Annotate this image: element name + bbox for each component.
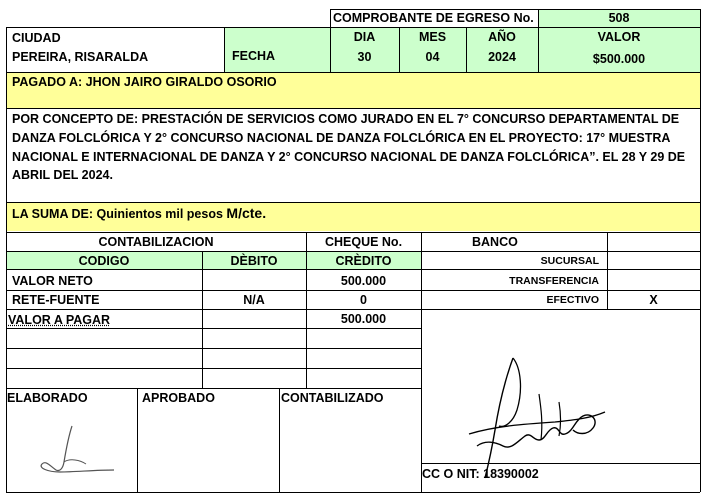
concepto-line-3: NACIONAL E INTERNACIONAL DE DANZA Y 2° CONCURSO NACIONAL DE DANZA FOLCLÓRICA”. EL 28 Y 29 DE — [12, 150, 686, 164]
voucher-title: COMPROBANTE DE EGRESO No. — [333, 11, 534, 25]
concepto-line-1: POR CONCEPTO DE: PRESTACIÓN DE SERVICIOS COMO JURADO EN EL 7° CONCURSO DEPARTAMENTAL DE — [12, 112, 680, 126]
ciudad-value: PEREIRA, RISARALDA — [12, 50, 149, 64]
suma-line — [12, 206, 266, 222]
nit-value: 18390002 — [483, 467, 539, 481]
row-codigo-2: RETE-FUENTE — [12, 293, 100, 307]
pagado-label: PAGADO A: — [12, 75, 83, 89]
concepto-line-4: ABRIL DEL 2024. — [12, 168, 113, 182]
pagado-value: JHON JAIRO GIRALDO OSORIO — [85, 75, 277, 89]
fecha-label: FECHA — [232, 49, 276, 63]
contab-title: CONTABILIZACION — [98, 235, 214, 249]
col-debito: DÈBITO — [230, 254, 278, 268]
col-credito: CRÈDITO — [335, 254, 392, 268]
main-signature — [455, 350, 615, 490]
elaborado-label: ELABORADO — [7, 391, 88, 405]
mes-label: MES — [418, 30, 447, 44]
elaborado-signature — [20, 420, 130, 480]
mes-value: 04 — [425, 50, 440, 64]
efectivo-mark: X — [649, 293, 658, 307]
transferencia-label: TRANSFERENCIA — [509, 275, 599, 287]
row-credito-1: 500.000 — [340, 274, 387, 288]
row-codigo-3: VALOR A PAGAR — [8, 313, 111, 327]
dia-value: 30 — [357, 50, 372, 64]
anio-label: AÑO — [488, 30, 516, 44]
row-codigo-1: VALOR NETO — [12, 274, 93, 288]
banco-label: BANCO — [472, 235, 518, 249]
voucher-number: 508 — [608, 11, 630, 25]
valor-value: $500.000 — [592, 52, 646, 66]
suma-label: LA SUMA DE: — [12, 207, 94, 221]
valor-label: VALOR — [597, 30, 641, 44]
pagado-line — [12, 75, 277, 90]
col-codigo: CODIGO — [78, 254, 130, 268]
nit-label: CC O NIT: — [422, 467, 480, 481]
suma-value: Quinientos mil pesos — [96, 207, 223, 221]
contabilizado-label: CONTABILIZADO — [281, 391, 384, 405]
anio-value: 2024 — [488, 50, 516, 64]
dia-label: DIA — [353, 30, 376, 44]
ciudad-label: CIUDAD — [12, 31, 61, 45]
cheque-label: CHEQUE No. — [324, 235, 403, 249]
sucursal-label: SUCURSAL — [540, 255, 599, 267]
row-debito-2: N/A — [243, 293, 265, 307]
row-credito-2: 0 — [360, 293, 367, 307]
efectivo-label: EFECTIVO — [546, 294, 599, 306]
concepto-line-2: DANZA FOLCLÓRICA Y 2° CONCURSO NACIONAL DE DANZA FOLCLÓRICA EN EL PROYECTO: 17° MUESTRA — [12, 131, 671, 145]
aprobado-label: APROBADO — [142, 391, 215, 405]
row-credito-3: 500.000 — [340, 312, 387, 326]
suma-suffix: M/cte. — [226, 205, 267, 221]
